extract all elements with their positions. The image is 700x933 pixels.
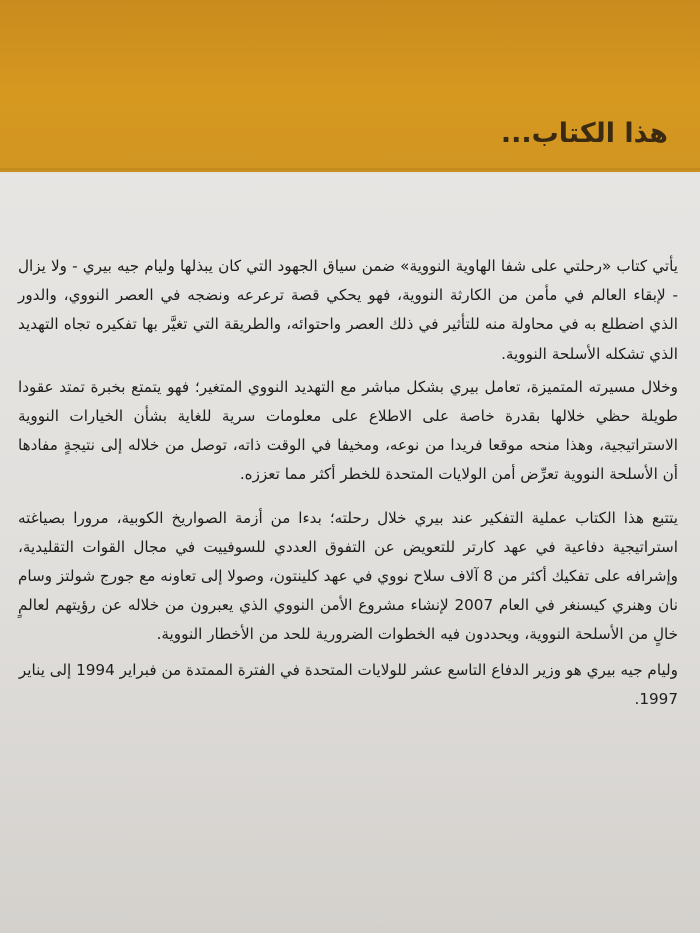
paragraph-author-bio: وليام جيه بيري هو وزير الدفاع التاسع عشر للولايات المتحدة في الفترة الممتدة من فبراير 1994 إلى يناير 1997. xyxy=(18,660,678,708)
paper-speck xyxy=(84,846,100,852)
section-heading: هذا الكتاب... xyxy=(500,118,668,149)
paragraph-career: وخلال مسيرته المتميزة، تعامل بيري بشكل مباشر مع التهديد النووي المتغير؛ فهو يتمتع بخبرة تمتد عقودا طويلة حظي خلالها بقدرة خاصة على الاطلاع على معلومات سرية للغاية بشأن الخيارات النووية الاستراتيجية، وهذا منحه موقعا فريدا من نوعه، ومخيفا في الوقت ذاته، توصل من خلاله إلى نتيجةٍ مفادها أن الأسلحة النووية تعرِّض أمن الولايات المتحدة للخطر أكثر مما تعززه. xyxy=(18,377,678,484)
paragraph-intro: يأتي كتاب «رحلتي على شفا الهاوية النووية» ضمن سياق الجهود التي كان يبذلها وليام جيه بيري - ولا يزال - لإبقاء العالم في مأمن من الكارثة النووية، فهو يحكي قصة ترعرعه ونضجه في العصر النووي، والدور الذي اضطلع به في محاولة منه للتأثير في ذلك العصر واحتوائه، والطريقة التي تغيَّر بها تفكيره تجاه التهديد الذي تشكله الأسلحة النووية. xyxy=(18,257,678,363)
paragraph-journey: يتتبع هذا الكتاب عملية التفكير عند بيري خلال رحلته؛ بدءا من أزمة الصواريخ الكوبية، مرورا بصياغته استراتيجية دفاعية في عهد كارتر للتعويض عن التفوق العددي للسوفييت في مجال القوات التقليدية، وإشرافه على تفكيك أكثر من 8 آلاف سلاح نووي في عهد كلينتون، وصولا إلى تعاونه مع جورج شولتز وسام نان وهنري كيسنغر في العام 2007 لإنشاء مشروع الأمن النووي الذي يعبرون من خلاله عن رؤيتهم لعالمٍ خالٍ من الأسلحة النووية، ويحددون فيه الخطوات الضرورية للحد من الأخطار النووية. xyxy=(18,508,678,644)
band-shadow-divider xyxy=(0,168,700,174)
blurb-text xyxy=(18,252,678,714)
